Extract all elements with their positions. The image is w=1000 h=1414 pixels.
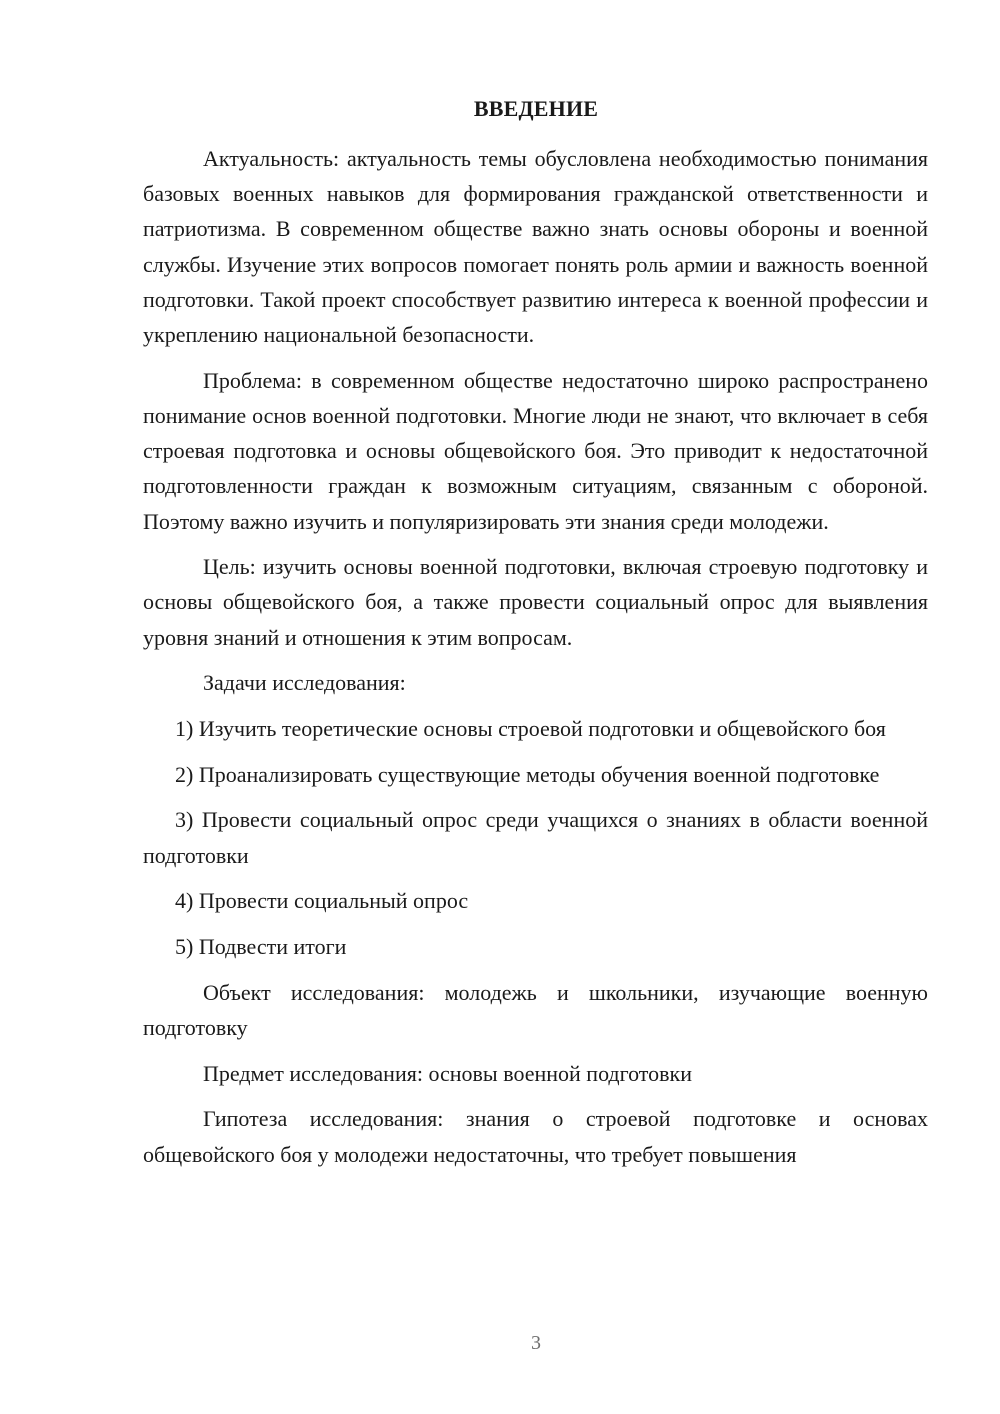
body-text [143, 141, 928, 1172]
paragraph-subject: Предмет исследования: основы военной подготовки [203, 1060, 692, 1086]
page-title: ВВЕДЕНИЕ [473, 96, 599, 121]
tasks-heading: Задачи исследования: [203, 670, 406, 696]
task-item-5: 5) Подвести итоги [175, 934, 347, 960]
paragraph-goal: Цель: изучить основы военной подготовки, включая строевую подготовку и основы общевойского боя, а также провести социальный опрос для выявления уровня знаний и отношения к этим вопросам. [143, 554, 928, 650]
paragraph-relevance: Актуальность: актуальность темы обусловлена необходимостью понимания базовых военных навыков для формирования гражданской ответственности и патриотизма. В современном обществе важно знать основы обороны и военной службы. Изучение этих вопросов помогает понять роль армии и важность военной подготовки. Такой проект способствует развитию интереса к военной профессии и укреплению национальной безопасности. [143, 146, 928, 348]
task-item-1: 1) Изучить теоретические основы строевой подготовки и общевойского боя [175, 716, 886, 742]
page-number: 3 [531, 1332, 541, 1354]
paragraph-hypothesis: Гипотеза исследования: знания о строевой подготовке и основах общевойского боя у молодежи недостаточны, что требует повышения [143, 1106, 928, 1167]
task-item-2: 2) Проанализировать существующие методы обучения военной подготовке [175, 761, 880, 787]
task-item-3: 3) Провести социальный опрос среди учащихся о знаниях в области военной подготовки [143, 807, 928, 868]
paragraph-problem: Проблема: в современном обществе недостаточно широко распространено понимание основ военной подготовки. Многие люди не знают, что включает в себя строевая подготовка и основы общевойского боя. Это приводит к недостаточной подготовленности граждан к возможным ситуациям, связанным с обороной. Поэтому важно изучить и популяризировать эти знания среди молодежи. [143, 367, 928, 534]
task-item-4: 4) Провести социальный опрос [175, 888, 469, 914]
paragraph-object: Объект исследования: молодежь и школьники, изучающие военную подготовку [143, 979, 928, 1040]
